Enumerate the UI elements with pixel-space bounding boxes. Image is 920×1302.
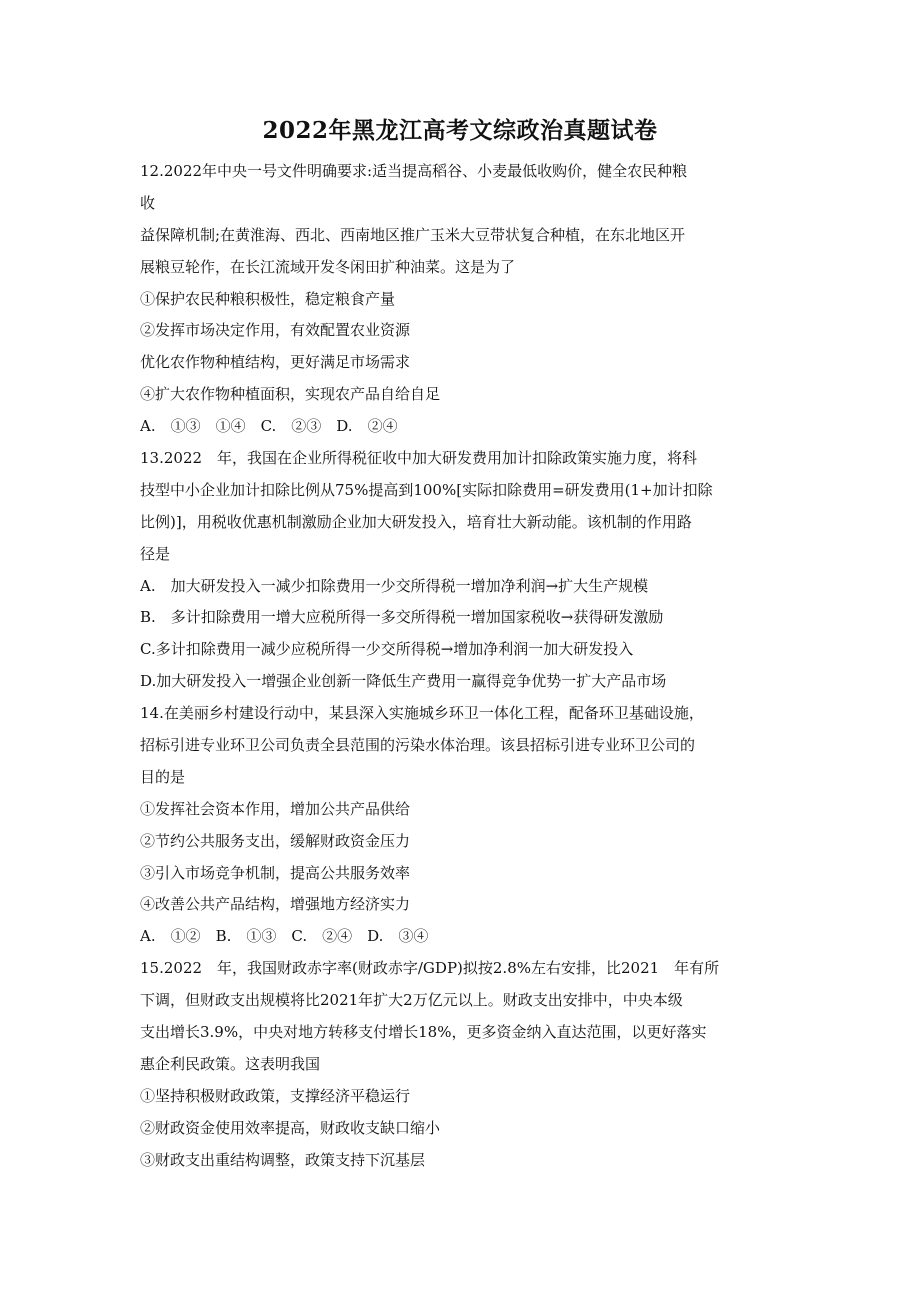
text-line: 招标引进专业环卫公司负责全县范围的污染水体治理。该县招标引进专业环卫公司的: [140, 736, 696, 755]
text-line: 14.在美丽乡村建设行动中，某县深入实施城乡环卫一体化工程，配备环卫基础设施，: [140, 704, 704, 723]
answer-option-a: A. 加大研发投入一减少扣除费用一少交所得税一增加净利润→扩大生产规模: [140, 576, 649, 595]
text-line: ②发挥市场决定作用，有效配置农业资源: [140, 321, 411, 340]
text-line: 径是: [140, 544, 171, 563]
text-line: ②节约公共服务支出，缓解财政资金压力: [140, 831, 411, 850]
text-line: 13.2022 年，我国在企业所得税征收中加大研发费用加计扣除政策实施力度，将科: [140, 449, 698, 468]
text-line: 惠企利民政策。这表明我国: [140, 1054, 321, 1073]
text-line: 15.2022 年，我国财政赤字率(财政赤字/GDP)拟按2.8%左右安排，比2021 年有所: [140, 959, 720, 978]
document-body: [140, 156, 800, 1177]
text-line: 支出增长3.9%，中央对地方转移支付增长18%，更多资金纳入直达范围，以更好落实: [140, 1023, 707, 1042]
text-line: ②财政资金使用效率提高，财政收支缺口缩小: [140, 1118, 441, 1137]
document-title: 2022年黑龙江高考文综政治真题试卷: [262, 117, 658, 144]
text-line: 优化农作物种植结构，更好满足市场需求: [140, 353, 411, 372]
text-line: 12.2022年中央一号文件明确要求:适当提高稻谷、小麦最低收购价，健全农民种粮: [140, 162, 688, 180]
text-line: 比例)]，用税收优惠机制激励企业加大研发投入，培育壮大新动能。该机制的作用路: [140, 512, 692, 531]
answer-option-c: C.多计扣除费用一减少应税所得一少交所得税→增加净利润一加大研发投入: [140, 640, 634, 659]
text-line: 收: [140, 193, 156, 212]
answer-options: A. ①③ ①④ C. ②③ D. ②④: [140, 417, 398, 436]
text-line: 展粮豆轮作，在长江流域开发冬闲田扩种油菜。这是为了: [140, 257, 516, 276]
text-line: ①发挥社会资本作用，增加公共产品供给: [140, 799, 411, 818]
text-line: 技型中小企业加计扣除比例从75%提高到100%[实际扣除费用=研发费用(1+加计扣除: [140, 480, 713, 499]
text-line: ①保护农民种粮积极性，稳定粮食产量: [140, 289, 396, 308]
answer-option-b: B. 多计扣除费用一增大应税所得一多交所得税一增加国家税收→获得研发激励: [140, 608, 664, 627]
text-line: ④扩大农作物种植面积，实现农产品自给自足: [140, 385, 441, 404]
text-line: ③财政支出重结构调整，政策支持下沉基层: [140, 1150, 426, 1169]
text-line: ①坚持积极财政政策，支撑经济平稳运行: [140, 1086, 411, 1105]
answer-option-d: D.加大研发投入一增强企业创新一降低生产费用一赢得竞争优势一扩大产品市场: [140, 672, 667, 691]
text-line: ③引入市场竞争机制，提高公共服务效率: [140, 863, 411, 882]
text-line: 益保障机制;在黄淮海、西北、西南地区推广玉米大豆带状复合种植，在东北地区开: [140, 225, 686, 244]
text-line: 目的是: [140, 767, 186, 786]
text-line: ④改善公共产品结构，增强地方经济实力: [140, 895, 411, 914]
text-line: 下调，但财政支出规模将比2021年扩大2万亿元以上。财政支出安排中，中央本级: [140, 991, 683, 1010]
answer-options: A. ①② B. ①③ C. ②④ D. ③④: [140, 927, 429, 946]
